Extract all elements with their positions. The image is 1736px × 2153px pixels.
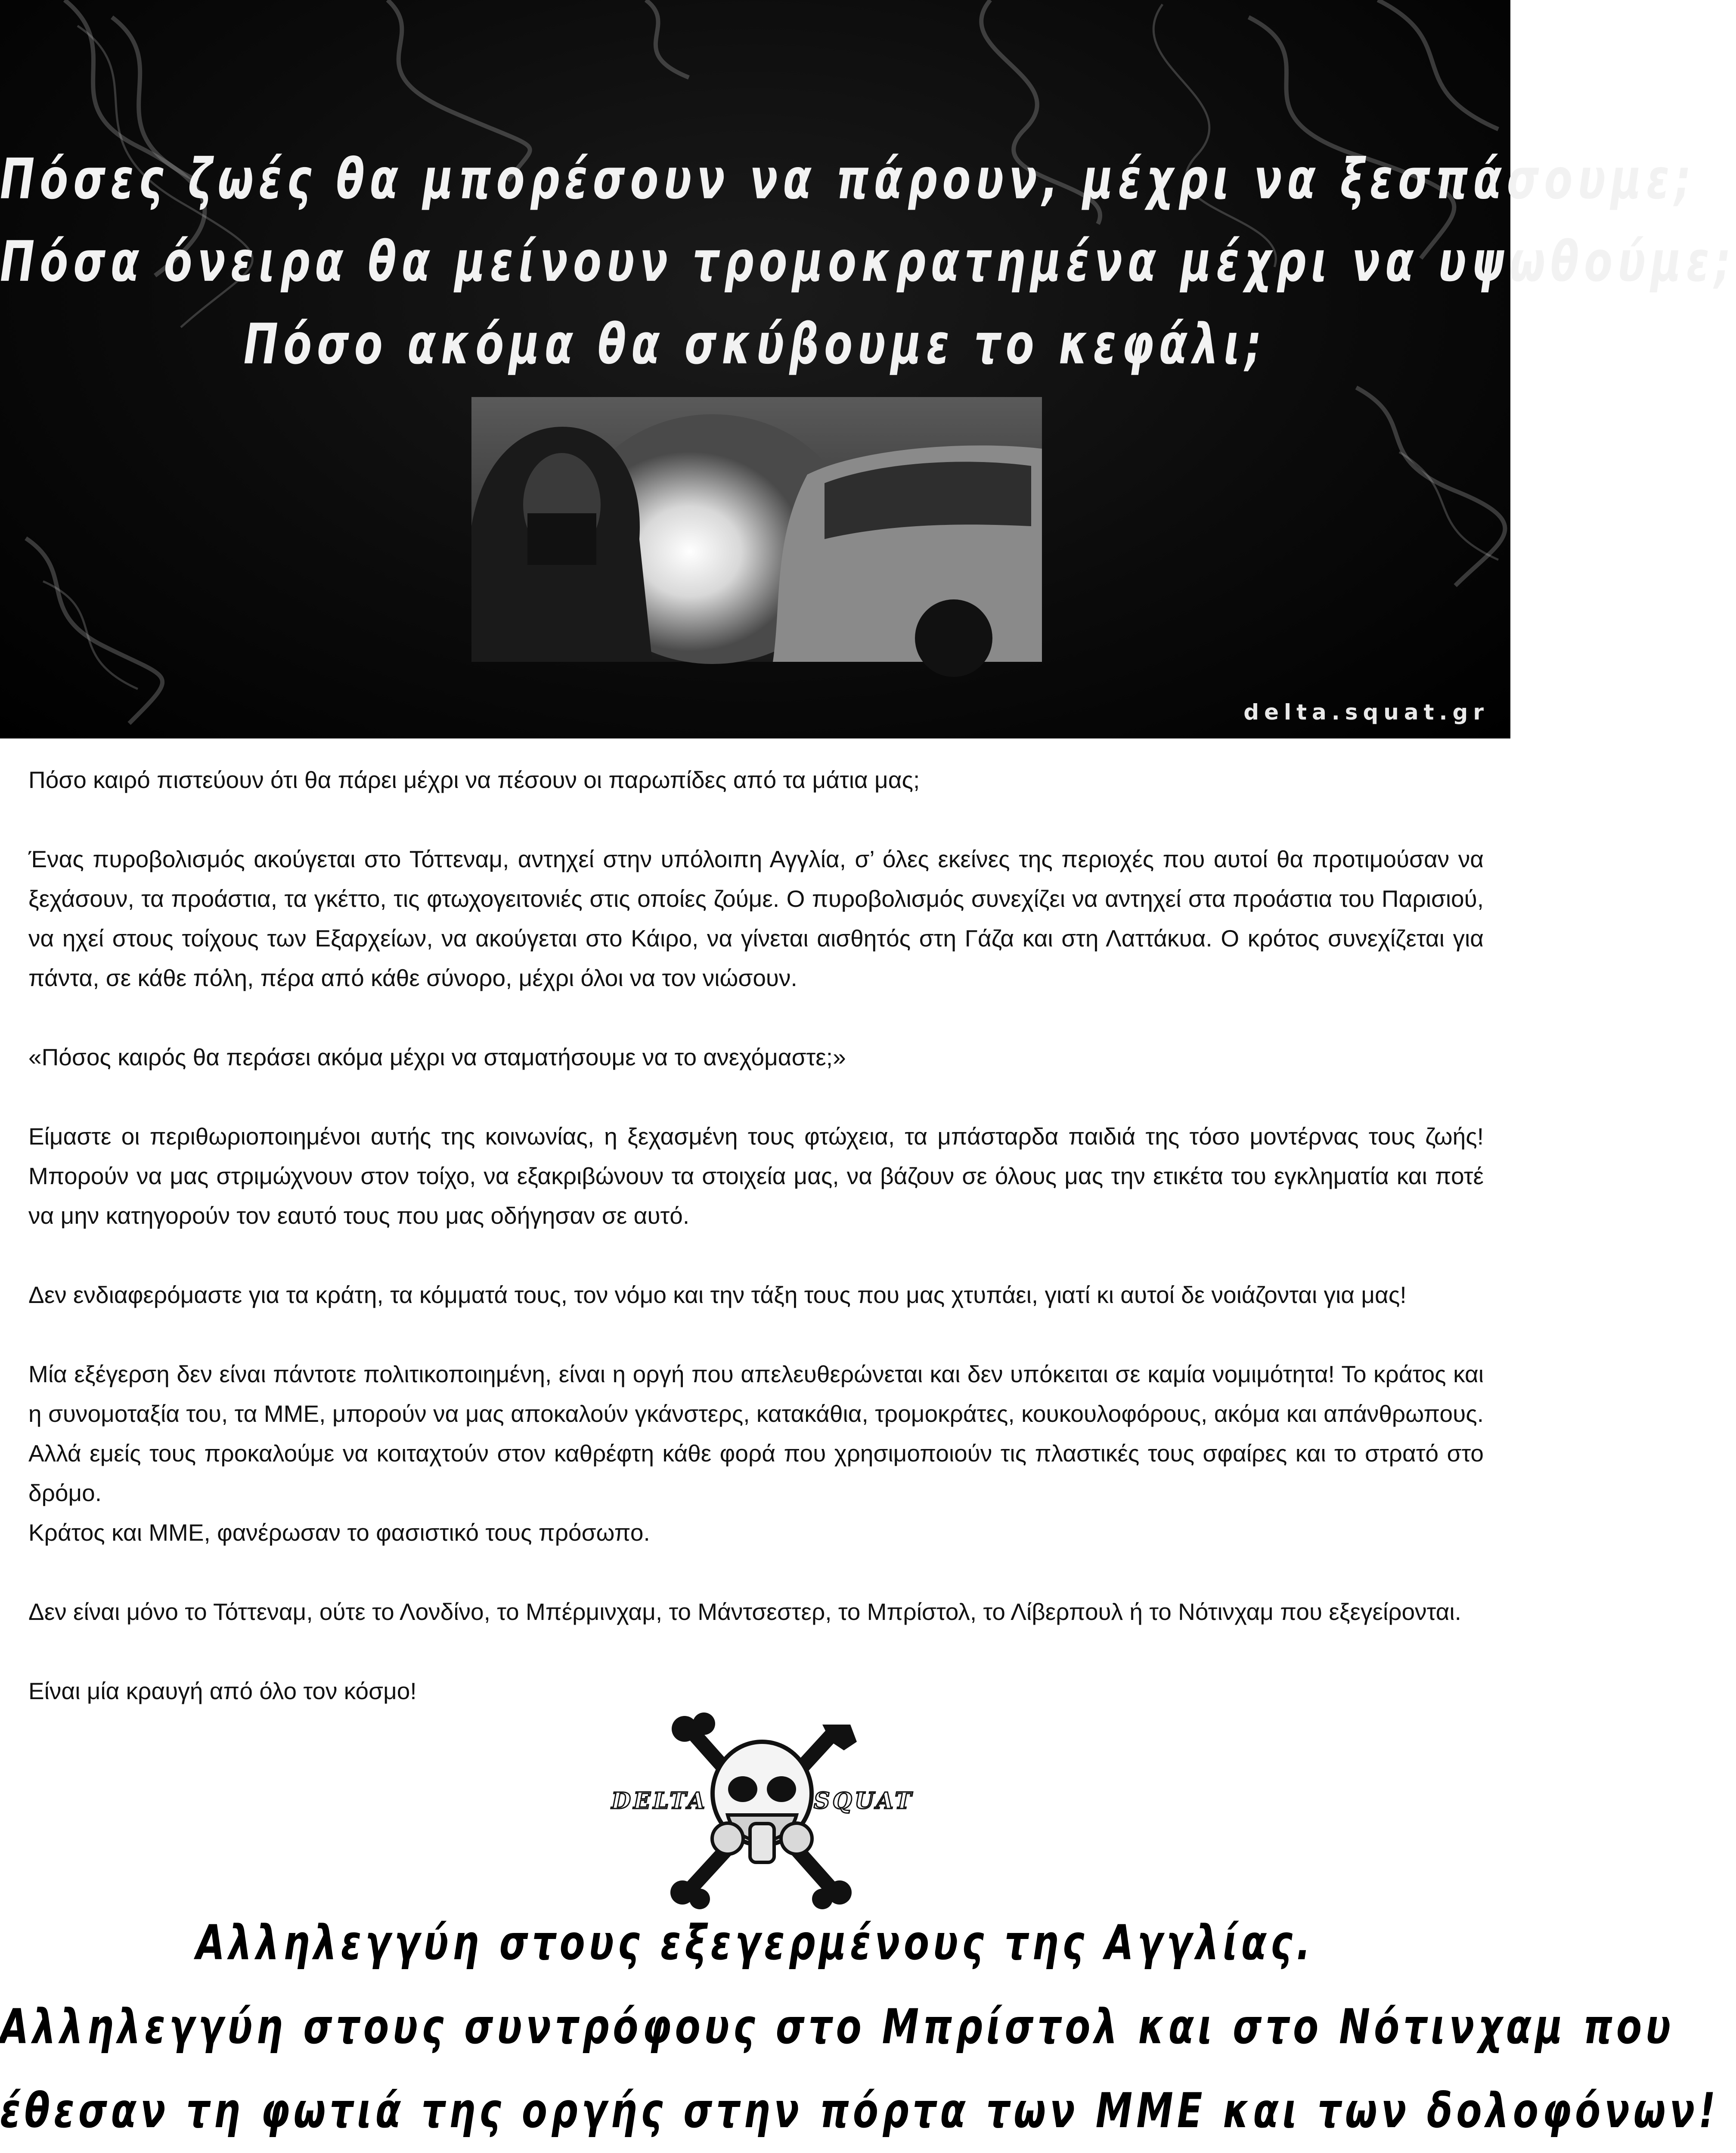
headline-line-2: Πόσα όνειρα θα μείνουν τρομοκρατημένα μέχρι να υψωθούμε; bbox=[0, 229, 1736, 295]
headline-line-1: Πόσες ζωές θα μπορέσουν να πάρουν, μέχρι να ξεσπάσουμε; bbox=[0, 146, 1696, 212]
footer-slogans bbox=[0, 1901, 1720, 2153]
paragraph-1: Πόσο καιρό πιστεύουν ότι θα πάρει μέχρι να πέσουν οι παρωπίδες από τα μάτια μας; bbox=[28, 766, 920, 793]
hooded-figure-burning-car-image bbox=[471, 397, 1042, 662]
paragraph-7: Κράτος και ΜΜΕ, φανέρωσαν το φασιστικό τους πρόσωπο. bbox=[28, 1519, 650, 1546]
paragraph-6: Μία εξέγερση δεν είναι πάντοτε πολιτικοποιημένη, είναι η οργή που απελευθερώνεται και δεν υπόκειται σε καμία νομιμότητα! Το κράτος και η συνομοταξία του, τα ΜΜΕ, μπορούν να μας αποκαλούν γκάνστερς, κατακάθια, τρομοκράτες, κουκουλοφόρους, ακόμα και απάνθρωπους. Αλλά εμείς τους προκαλούμε να κοιταχτούν στον καθρέφτη κάθε φορά που χρησιμοποιούν τις πλαστικές τους σφαίρες και το στρατό στο δρόμο. bbox=[28, 1361, 1484, 1506]
paragraph-5: Δεν ενδιαφερόμαστε για τα κράτη, τα κόμματά τους, τον νόμο και την τάξη τους που μας χτυπάει, γιατί κι αυτοί δε νοιάζονται για μας! bbox=[28, 1281, 1407, 1308]
header-banner bbox=[0, 0, 1736, 738]
delta-squat-logo bbox=[598, 1716, 926, 1905]
paragraph-9: Είναι μία κραυγή από όλο τον κόσμο! bbox=[28, 1678, 417, 1704]
paragraph-3: «Πόσος καιρός θα περάσει ακόμα μέχρι να σταματήσουμε να το ανεχόμαστε;» bbox=[28, 1044, 846, 1070]
paragraph-8: Δεν είναι μόνο το Τόττεναμ, ούτε το Λονδίνο, το Μπέρμινχαμ, το Μάντσεστερ, το Μπρίστολ, το Λίβερπουλ ή το Νότινχαμ που εξεγείρονται. bbox=[28, 1598, 1461, 1625]
slogan-line-1: Αλληλεγγύη στους εξεγερμένους της Αγγλίας. bbox=[196, 1915, 1314, 1971]
paragraph-4: Είμαστε οι περιθωριοποιημένοι αυτής της κοινωνίας, η ξεχασμένη τους φτώχεια, τα μπάσταρδα παιδιά της τόσο μοντέρνας τους ζωής! Μπορούν να μας στριμώχνουν στον τοίχο, να εξακριβώνουν τα στοιχεία μας, να βάζουν σε όλους μας την ετικέτα του εγκληματία και ποτέ να μην κατηγορούν τον εαυτό τους που μας οδήγησαν σε αυτό. bbox=[28, 1123, 1484, 1229]
slogan-line-2: Αλληλεγγύη στους συντρόφους στο Μπρίστολ και στο Νότινχαμ που bbox=[0, 1999, 1675, 2055]
logo-right-word: SQUAT bbox=[814, 1788, 914, 1814]
skull-gasmask-crossed-tools-icon bbox=[598, 1716, 926, 1905]
site-url: delta.squat.gr bbox=[1243, 700, 1489, 725]
slogan-line-3: έθεσαν τη φωτιά της οργής στην πόρτα των ΜΜΕ και των δολοφόνων! bbox=[0, 2083, 1720, 2139]
paragraph-2: Ένας πυροβολισμός ακούγεται στο Τόττεναμ, αντηχεί στην υπόλοιπη Αγγλία, σ’ όλες εκείνες της περιοχές που αυτοί θα προτιμούσαν να ξεχάσουν, τα προάστια, τα γκέττο, τις φτωχογειτονιές στις οποίες ζούμε. Ο πυροβολισμός συνεχίζει να αντηχεί στα προάστια του Παρισιού, να ηχεί στους τοίχους των Εξαρχείων, να ακούγεται στο Κάιρο, να γίνεται αισθητός στη Γάζα και στη Λαττάκυα. Ο κρότος συνεχίζεται για πάντα, σε κάθε πόλη, πέρα από κάθε σύνορο, μέχρι όλοι να τον νιώσουν. bbox=[28, 846, 1484, 991]
header-headline bbox=[0, 138, 1736, 385]
riot-photo bbox=[471, 397, 1042, 662]
article-body bbox=[28, 760, 1484, 1750]
logo-left-word: DELTA bbox=[611, 1788, 708, 1814]
headline-line-3: Πόσο ακόμα θα σκύβουμε το κεφάλι; bbox=[243, 311, 1267, 377]
